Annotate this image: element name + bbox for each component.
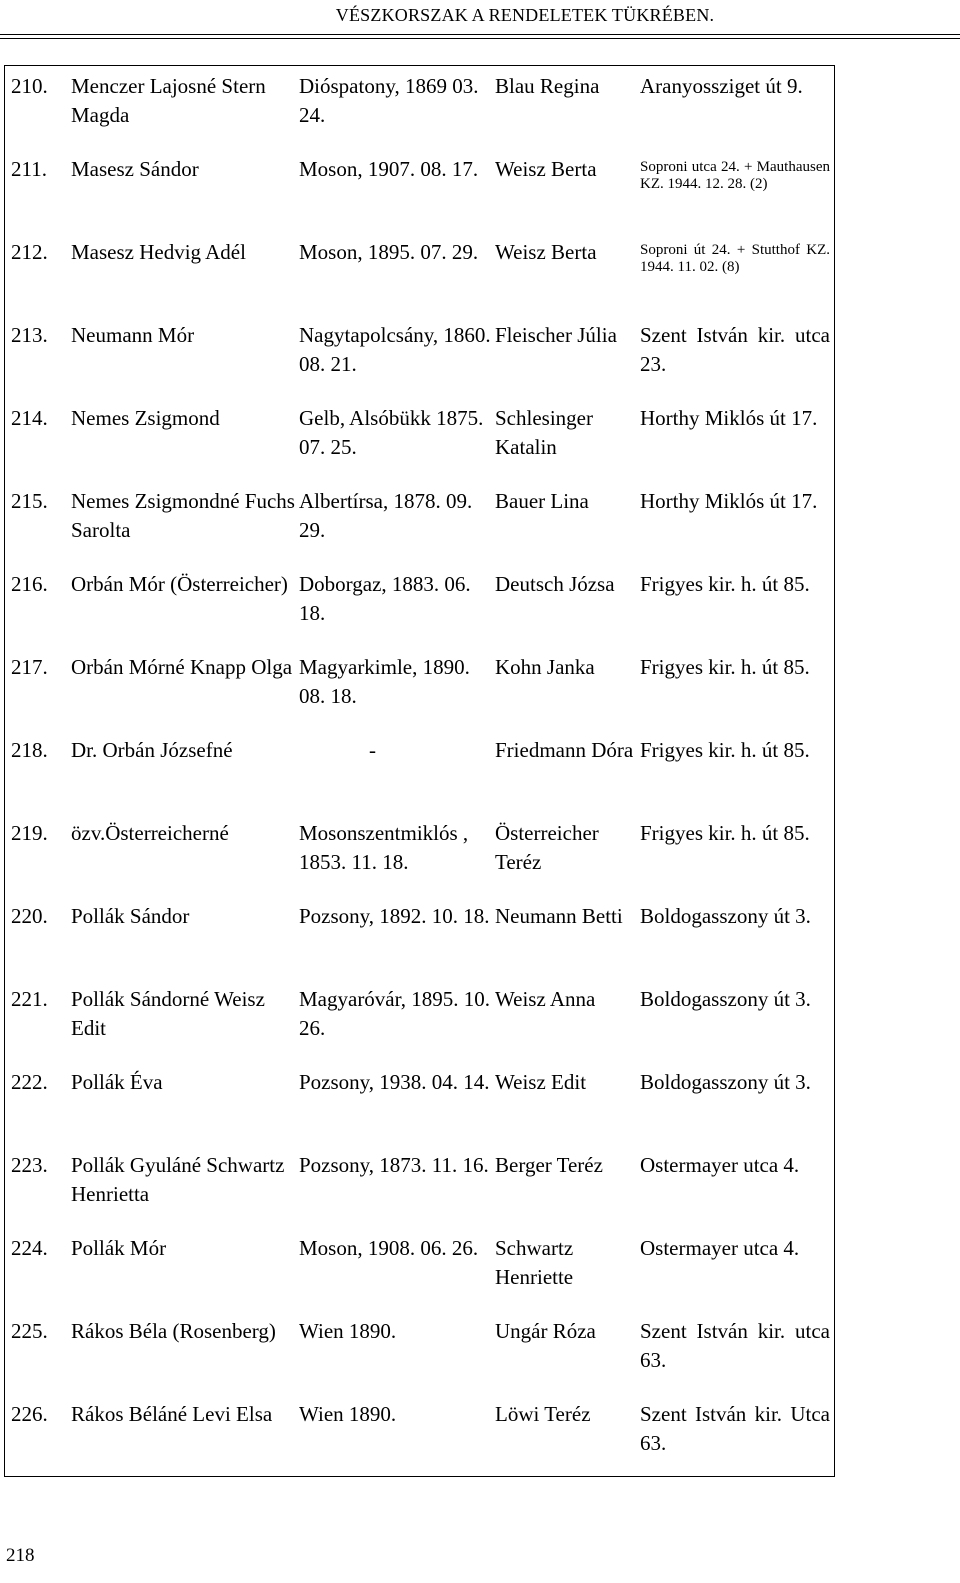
address: Frigyes kir. h. út 85. [640,647,835,730]
mother-name: Fleischer Júlia [495,322,617,347]
birth-place-date: Dióspatony, 1869 03. 24. [299,66,495,149]
table-row [5,730,835,813]
person-name: Masesz Sándor [71,156,199,181]
person-name: Orbán Mór (Österreicher) [71,571,288,596]
row-number: 217. [5,647,69,730]
table-row [5,232,835,315]
address: Aranyossziget út 9. [640,66,835,149]
mother-name: Schlesinger Katalin [495,405,593,459]
table-row [5,979,835,1062]
table-row [5,1311,835,1394]
birth-place-date: Nagytapolcsány, 1860. 08. 21. [299,322,491,376]
running-header [0,0,960,30]
row-number: 220. [5,896,69,979]
table-row [5,1228,835,1311]
person-name: Pollák Mór [71,1235,167,1260]
row-number: 210. [5,66,69,149]
row-number: 213. [5,315,69,398]
birth-place-date: Moson, 1895. 07. 29. [299,239,479,264]
person-name: Neumann Mór [71,322,195,347]
person-name: özv.Österreicherné [71,820,229,845]
row-number: 216. [5,564,69,647]
address: Szent István kir. Utca 63. [640,1394,835,1477]
mother-name: Weisz Berta [495,156,597,181]
birth-place-date: Wien 1890. [299,1318,397,1343]
birth-place-date: Doborgaz, 1883. 06. 18. [299,571,471,625]
row-number: 219. [5,813,69,896]
address: Boldogasszony út 3. [640,1062,835,1145]
table-row [5,647,835,730]
person-name: Rákos Béláné Levi Elsa [68,1394,299,1477]
person-name: Dr. Orbán Józsefné [71,737,233,762]
person-name: Pollák Sándorné Weisz Edit [71,986,265,1040]
row-number: 212. [5,232,69,315]
mother-name: Schwartz Henriette [495,1235,574,1289]
address: Szent István kir. utca 63. [640,1311,835,1394]
birth-place-date-dash: - [369,737,376,762]
mother-name: Österreicher Teréz [495,820,599,874]
row-number: 218. [5,730,69,813]
table-row [5,896,835,979]
address: Frigyes kir. h. út 85. [640,730,835,813]
row-number: 221. [5,979,69,1062]
address: Frigyes kir. h. út 85. [640,813,835,896]
address-note: Soproni út 24. + Stutthof KZ. 1944. 11. 02. (8) [640,241,830,275]
mother-name: Bauer Lina [495,488,589,513]
table-row [5,1145,835,1228]
running-header-title: VÉSZKORSZAK A RENDELETEK TÜKRÉBEN. [335,5,715,25]
address: Ostermayer utca 4. [640,1228,835,1311]
person-name: Orbán Mórné Knapp Olga [71,654,293,679]
row-number: 226. [5,1394,69,1477]
person-name: Pollák Gyuláné Schwartz Henrietta [71,1152,285,1206]
row-number: 222. [5,1062,69,1145]
address: Ostermayer utca 4. [640,1145,835,1228]
table-row [5,149,835,232]
register-table-body [5,66,835,1477]
address: Frigyes kir. h. út 85. [640,564,835,647]
birth-place-date: Pozsony, 1873. 11. 16. [299,1152,489,1177]
mother-name: Neumann Betti [495,903,623,928]
birth-place-date: Pozsony, 1892. 10. 18. [299,903,490,928]
address [640,232,835,315]
mother-name: Löwi Teréz [495,1394,640,1477]
table-row [5,315,835,398]
mother-name: Friedmann Dóra [495,737,634,762]
address: Boldogasszony út 3. [640,896,835,979]
birth-place-date: Magyarkimle, 1890. 08. 18. [299,654,470,708]
birth-place-date: Gelb, Alsóbükk 1875. 07. 25. [299,405,484,459]
person-name: Pollák Éva [71,1069,163,1094]
register-table [4,65,835,1477]
birth-place-date: Wien 1890. [299,1394,495,1477]
birth-place-date: Moson, 1907. 08. 17. [299,156,479,181]
mother-name: Weisz Edit [495,1069,587,1094]
address: Horthy Miklós út 17. [640,481,835,564]
header-rule [0,34,960,35]
table-row [5,66,835,149]
header-rule-second [0,38,960,39]
mother-name: Blau Regina [495,66,640,149]
birth-place-date: Albertírsa, 1878. 09. 29. [299,488,473,542]
person-name: Rákos Béla (Rosenberg) [71,1318,276,1343]
address: Boldogasszony út 3. [640,979,835,1062]
mother-name: Weisz Berta [495,239,597,264]
birth-place-date: Moson, 1908. 06. 26. [299,1235,479,1260]
row-number: 224. [5,1228,69,1311]
person-name: Nemes Zsigmond [71,405,220,430]
person-name: Masesz Hedvig Adél [71,239,246,264]
person-name: Nemes Zsigmondné Fuchs Sarolta [71,488,295,542]
table-row [5,1062,835,1145]
address: Szent István kir. utca 23. [640,315,835,398]
mother-name: Kohn Janka [495,654,595,679]
mother-name: Ungár Róza [495,1318,596,1343]
row-number: 225. [5,1311,69,1394]
table-row [5,813,835,896]
birth-place-date: Mosonszentmiklós , 1853. 11. 18. [299,820,469,874]
row-number: 211. [5,149,69,232]
row-number: 223. [5,1145,69,1228]
row-number: 215. [5,481,69,564]
birth-place-date: Magyaróvár, 1895. 10. 26. [299,986,491,1040]
mother-name: Weisz Anna [495,986,596,1011]
page-number: 218 [6,1545,35,1566]
address [640,149,835,232]
birth-place-date [299,730,495,813]
table-row [5,1394,835,1477]
mother-name: Berger Teréz [495,1152,603,1177]
table-row [5,564,835,647]
person-name: Menczer Lajosné Stern Magda [68,66,299,149]
address: Horthy Miklós út 17. [640,398,835,481]
row-number: 214. [5,398,69,481]
birth-place-date: Pozsony, 1938. 04. 14. [299,1069,490,1094]
table-row [5,481,835,564]
table-row [5,398,835,481]
address-note: Soproni utca 24. + Mauthausen KZ. 1944. 12. 28. (2) [640,158,830,192]
mother-name: Deutsch Józsa [495,571,615,596]
person-name: Pollák Sándor [71,903,190,928]
